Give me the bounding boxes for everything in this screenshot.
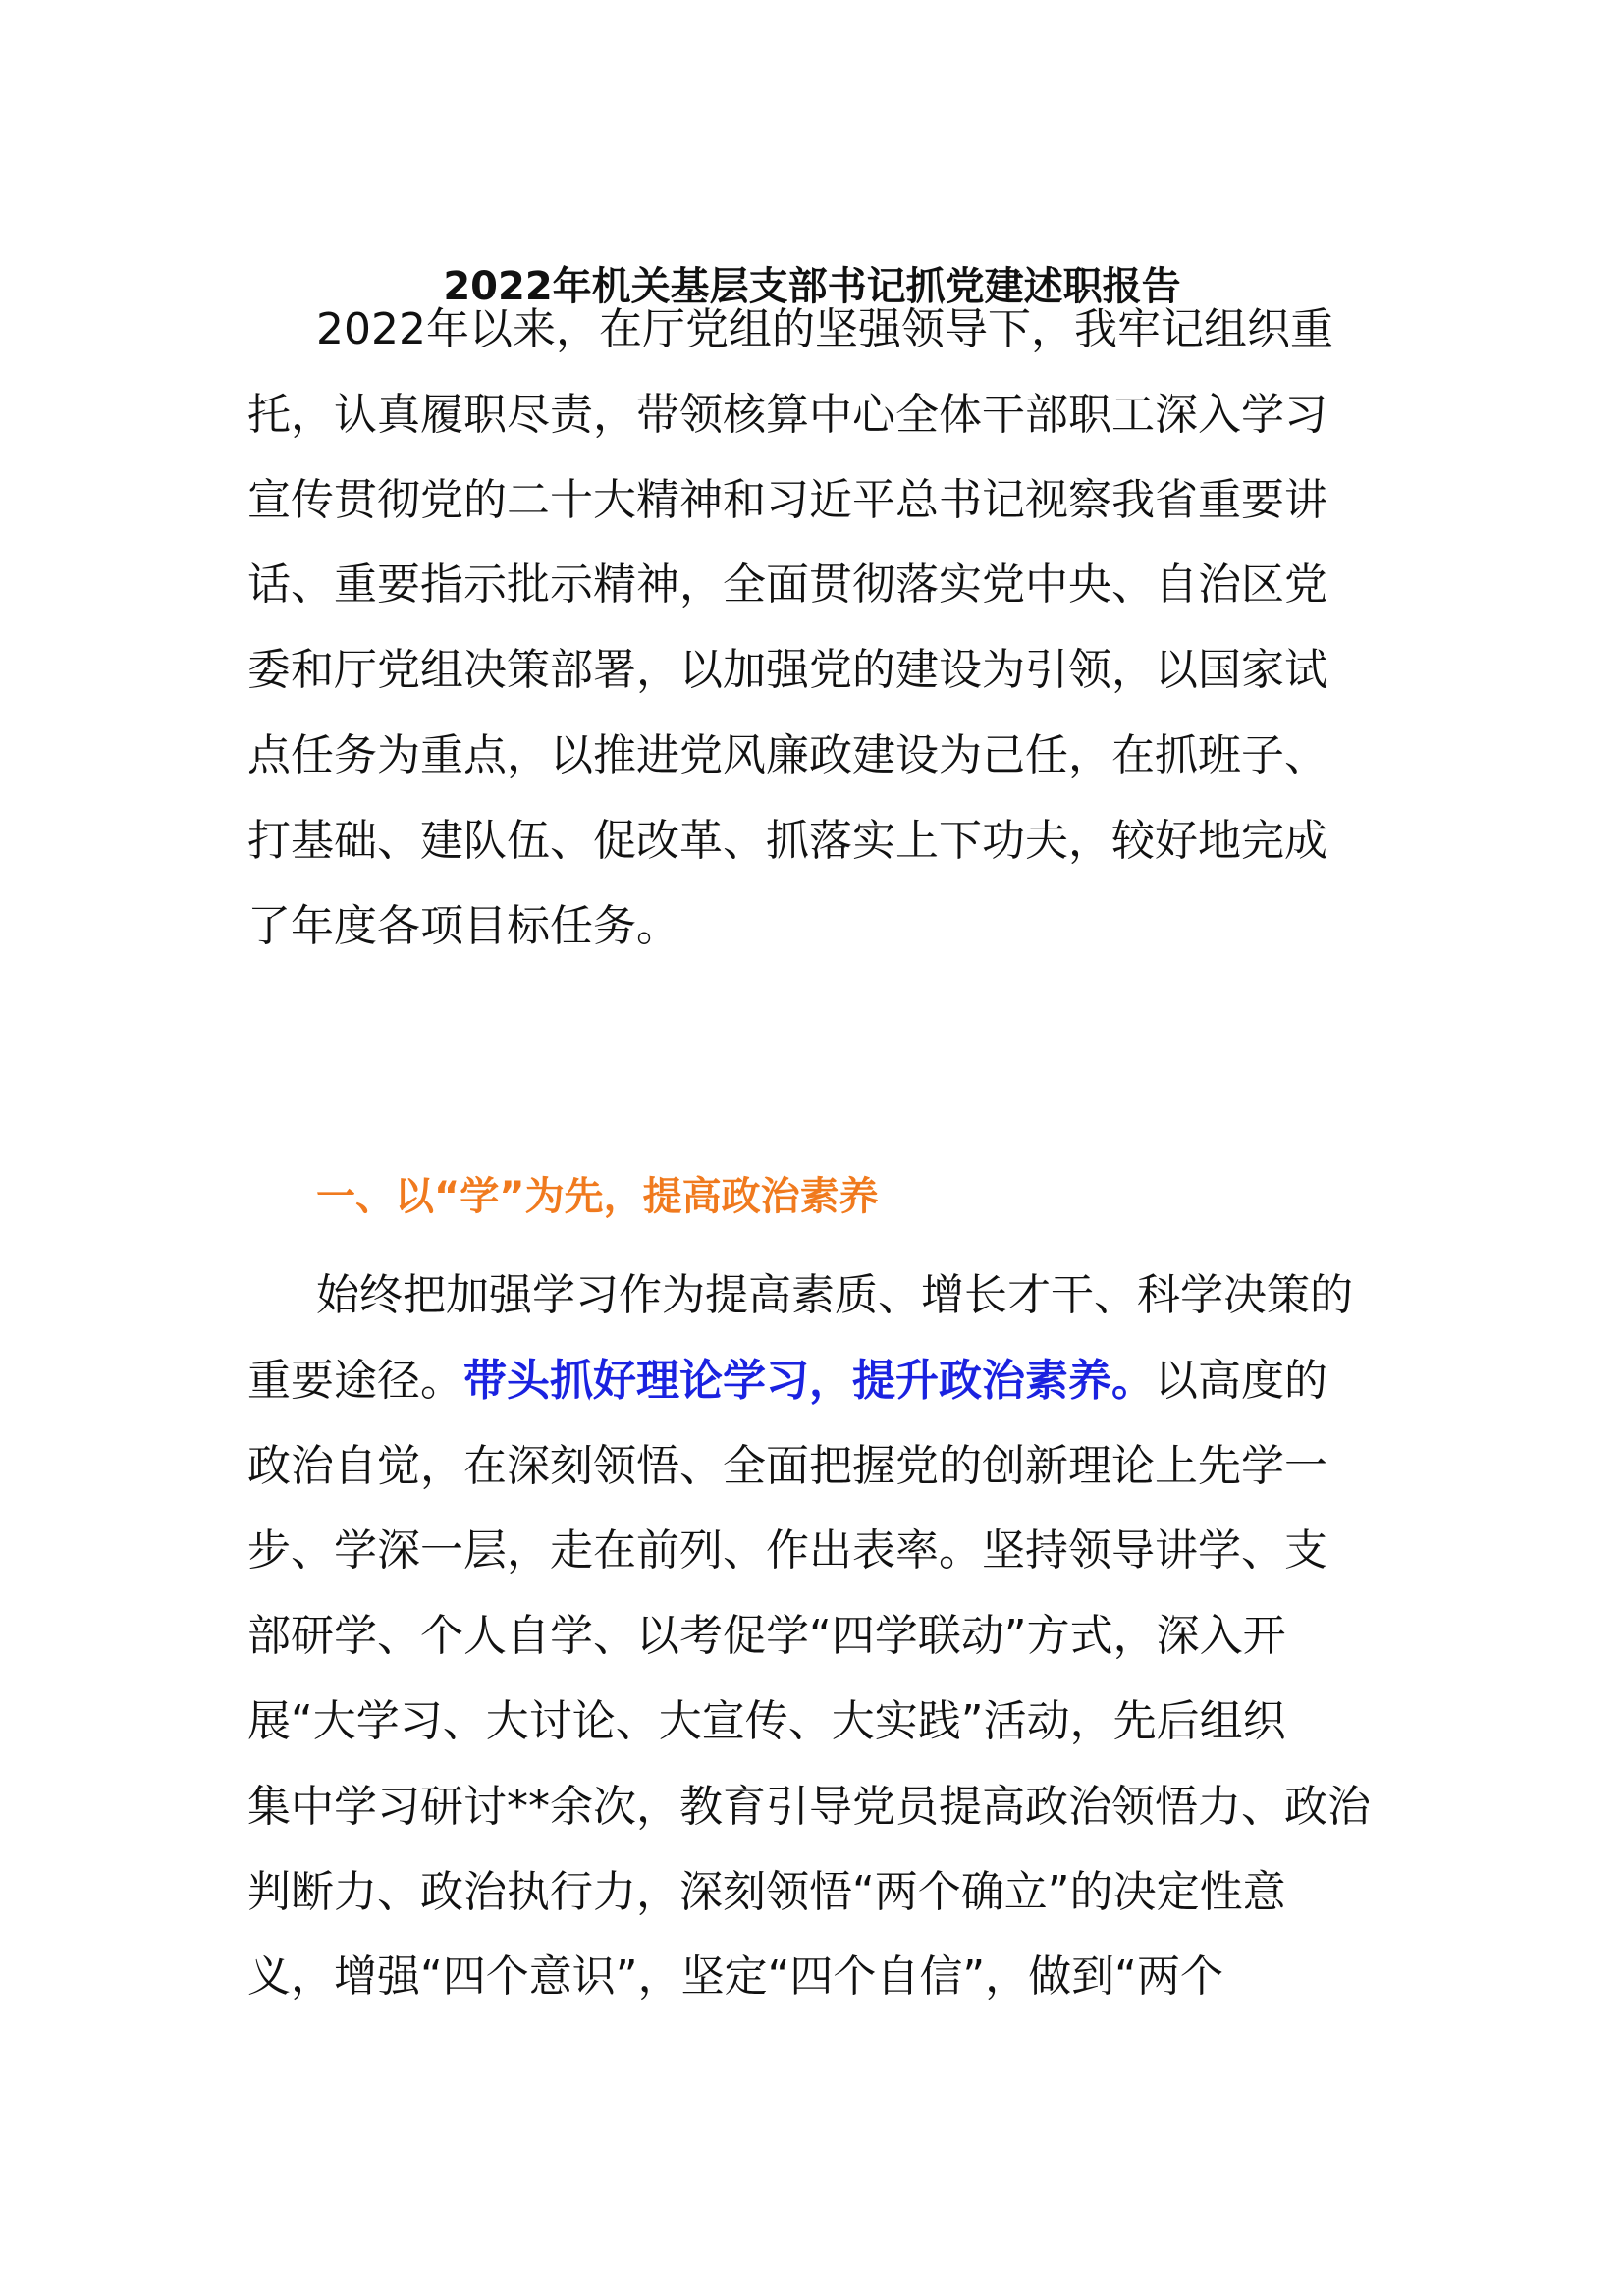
body-line: 展“大学习、大讨论、大宣传、大实践”活动，先后组织 — [247, 1695, 1286, 1746]
body-text: 重要途径。 — [247, 1355, 463, 1406]
body-line: 集中学习研讨**余次，教育引导党员提高政治领悟力、政治 — [247, 1781, 1371, 1832]
intro-line: 宣传贯彻党的二十大精神和习近平总书记视察我省重要讲 — [247, 474, 1327, 525]
section-heading: 一、以“学”为先，提高政治素养 — [316, 1174, 879, 1219]
intro-line: 话、重要指示批示精神，全面贯彻落实党中央、自治区党 — [247, 560, 1327, 611]
intro-line: 2022年以来，在厅党组的坚强领导下，我牢记组织重 — [316, 304, 1333, 354]
emphasis-text: 带头抓好理论学习，提升政治素养。 — [463, 1355, 1155, 1406]
body-line: 始终把加强学习作为提高素质、增长才干、科学决策的 — [316, 1270, 1353, 1320]
body-line: 判断力、政治执行力，深刻领悟“两个确立”的决定性意 — [247, 1866, 1286, 1917]
intro-paragraph — [247, 288, 1333, 969]
body-line: 政治自觉，在深刻领悟、全面把握党的创新理论上先学一 — [247, 1440, 1327, 1491]
body-line: 部研学、个人自学、以考促学“四学联动”方式，深入开 — [247, 1611, 1286, 1662]
intro-line: 托，认真履职尽责，带领核算中心全体干部职工深入学习 — [247, 389, 1327, 440]
intro-line: 打基础、建队伍、促改革、抓落实上下功夫，较好地完成 — [247, 815, 1327, 866]
body-text: 以高度的 — [1155, 1355, 1327, 1406]
intro-line: 委和厅党组决策部署，以加强党的建设为引领，以国家试 — [247, 645, 1327, 696]
intro-line: 点任务为重点，以推进党风廉政建设为己任，在抓班子、 — [247, 729, 1327, 780]
body-line: 义，增强“四个意识”，坚定“四个自信”，做到“两个 — [247, 1951, 1223, 2002]
intro-line: 了年度各项目标任务。 — [247, 900, 679, 951]
body-line: 步、学深一层，走在前列、作出表率。坚持领导讲学、支 — [247, 1525, 1327, 1576]
body-line-mixed — [247, 1339, 1371, 1424]
document-title: 2022年机关基层支部书记抓党建述职报告 — [443, 264, 1181, 309]
body-paragraph — [247, 1254, 1371, 2020]
